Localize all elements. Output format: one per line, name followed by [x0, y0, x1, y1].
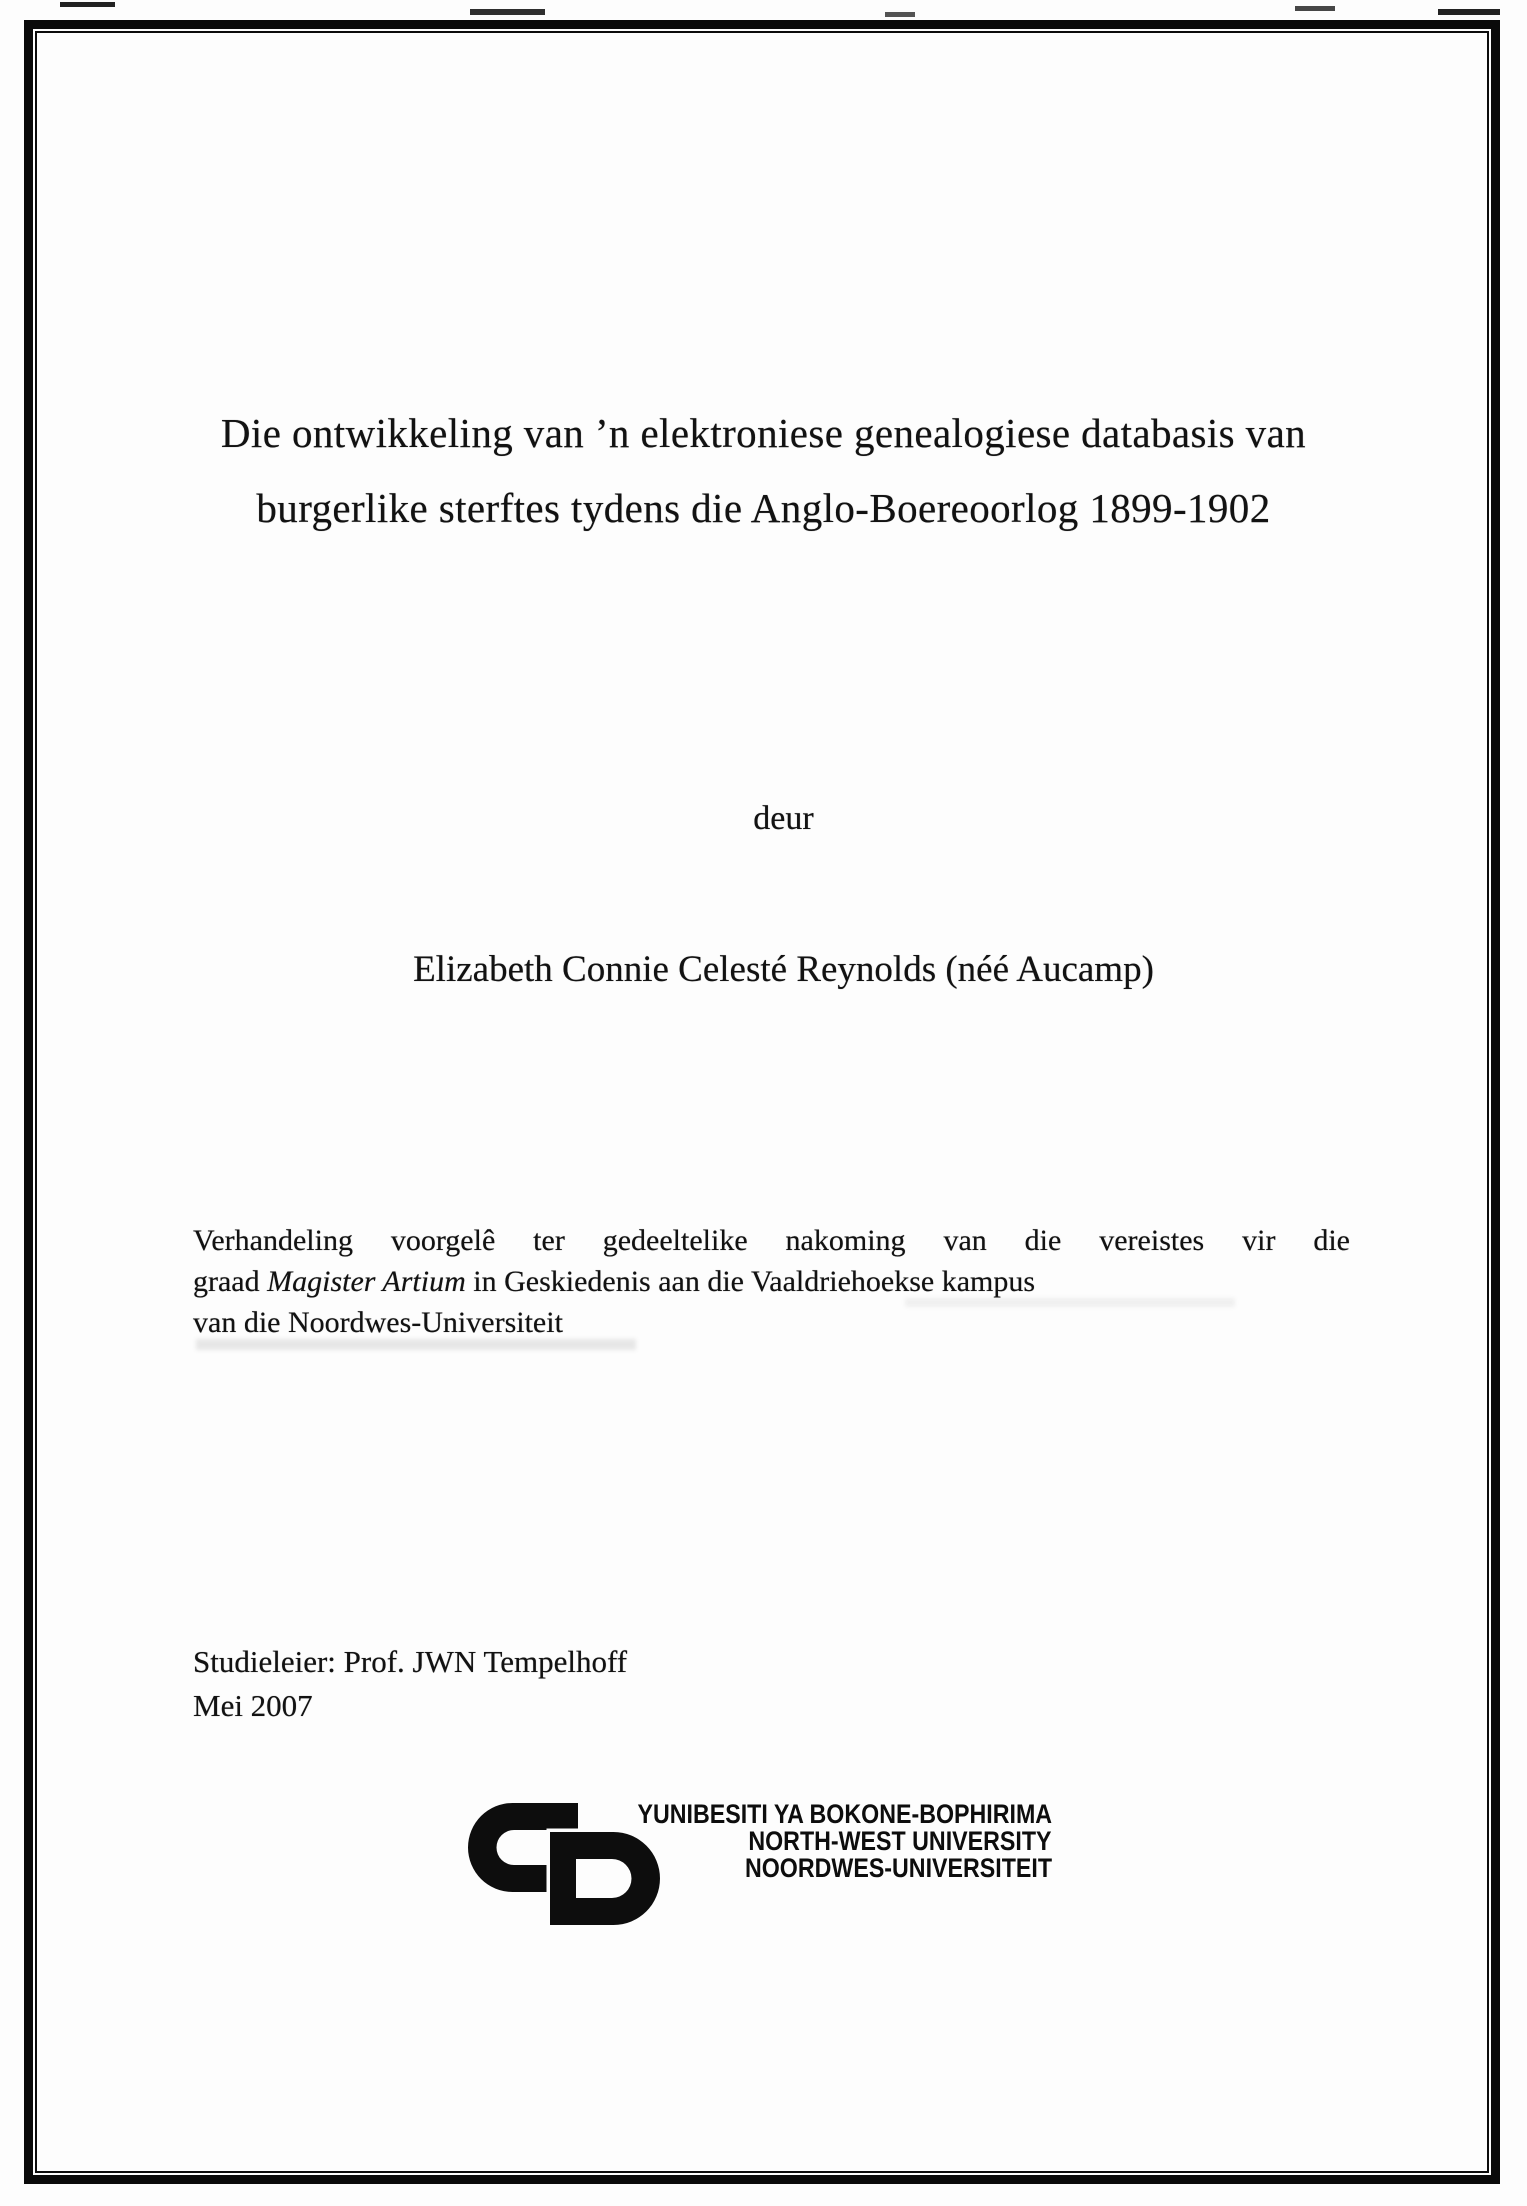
thesis-title-line2: burgerlike sterftes tydens die Anglo-Boereoorlog 1899-1902 [256, 485, 1271, 531]
university-wordmark [570, 1801, 1052, 1882]
author-name: Elizabeth Connie Celesté Reynolds (néé Aucamp) [413, 949, 1154, 990]
university-name-english: NORTH-WEST UNIVERSITY [748, 1826, 1052, 1856]
scan-artifact [1438, 9, 1500, 15]
scan-artifact [1295, 6, 1335, 11]
thesis-title-line1: Die ontwikkeling van ’n elektroniese genealogiese databasis van [220, 410, 1307, 456]
thesis-title [0, 396, 1527, 546]
scan-artifact [60, 2, 115, 7]
degree-declaration [193, 1220, 1350, 1343]
declaration-line3: van die Noordwes-Universiteit [193, 1306, 563, 1339]
university-name-setswana: YUNIBESITI YA BOKONE-BOPHIRIMA [637, 1799, 1052, 1829]
supervisor-line: Studieleier: Prof. JWN Tempelhoff [193, 1644, 628, 1679]
scan-smudge [905, 1298, 1235, 1307]
degree-name-italic: Magister Artium [267, 1265, 466, 1298]
declaration-line2-suffix: in Geskiedenis aan die Vaaldriehoekse kampus [465, 1265, 1036, 1298]
date-line: Mei 2007 [193, 1688, 313, 1723]
scan-artifact [470, 9, 545, 15]
university-name-afrikaans: NOORDWES-UNIVERSITEIT [744, 1853, 1052, 1883]
byline-label: deur [753, 800, 814, 837]
scan-smudge [196, 1339, 636, 1350]
declaration-line1: Verhandeling voorgelê ter gedeeltelike nakoming van die vereistes vir die [193, 1224, 1350, 1257]
declaration-line2 [193, 1261, 1350, 1302]
declaration-line2-prefix: graad [193, 1265, 268, 1298]
supervisor-block [193, 1640, 627, 1728]
scan-artifact [885, 12, 915, 17]
